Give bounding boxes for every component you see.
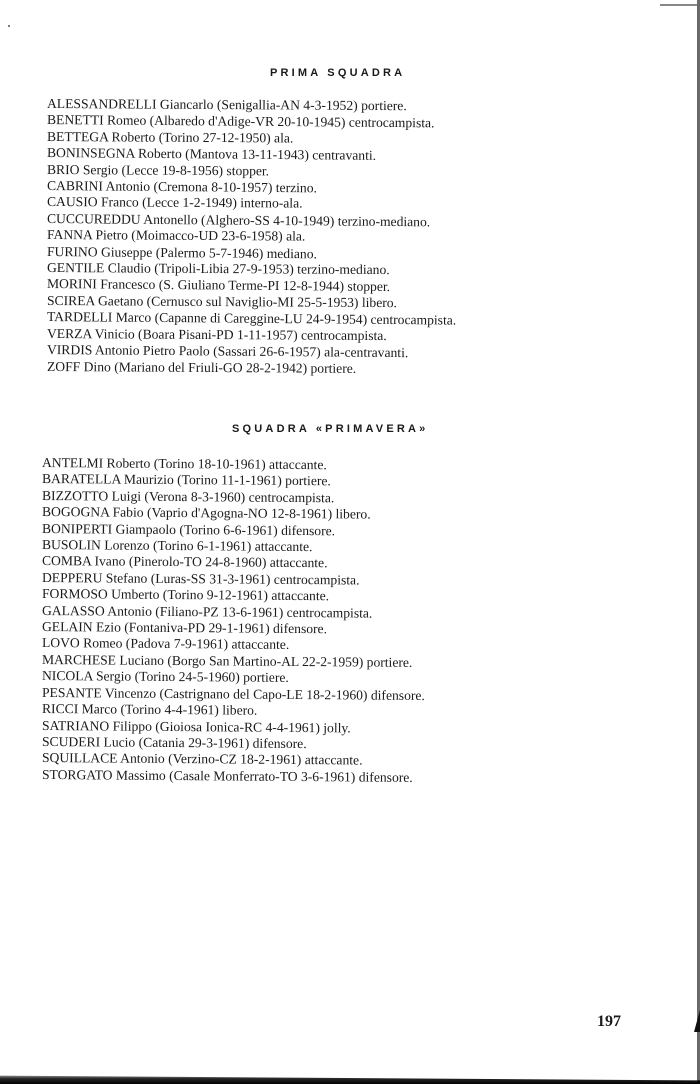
player-entry: GALASSO Antonio (Filiano-PZ 13-6-1961) centrocampista. (41, 602, 373, 621)
player-entry: SATRIANO Filippo (Gioiosa Ionica-RC 4-4-1961) jolly. (41, 717, 351, 735)
player-entry: PESANTE Vincenzo (Castrignano del Capo-LE 18-2-1960) difensore. (41, 684, 425, 703)
player-entry: ALESSANDRELLI Giancarlo (Senigallia-AN 4-3-1952) portiere. (46, 96, 407, 114)
player-entry: SCUDERI Lucio (Catania 29-3-1961) difensore. (41, 733, 307, 751)
player-entry: BOGOGNA Fabio (Vaprio d'Agogna-NO 12-8-1961) libero. (41, 504, 371, 522)
player-entry: BRIO Sergio (Lecce 19-8-1956) stopper. (46, 161, 270, 178)
player-entry: BONIPERTI Giampaolo (Torino 6-6-1961) difensore. (41, 520, 336, 538)
player-entry: CUCCUREDDU Antonello (Alghero-SS 4-10-1949) terzino-mediano. (46, 210, 431, 230)
player-entry: RICCI Marco (Torino 4-4-1961) libero. (41, 701, 258, 718)
scan-artifact-top-rule (660, 4, 700, 6)
player-entry: FORMOSO Umberto (Torino 9-12-1961) attaccante. (41, 586, 330, 604)
player-entry: LOVO Romeo (Padova 7-9-1961) attaccante. (41, 635, 290, 653)
roster-prima-squadra (47, 96, 456, 375)
player-entry: COMBA Ivano (Pinerolo-TO 24-8-1960) attaccante. (41, 553, 328, 571)
player-entry: DEPPERU Stefano (Luras-SS 31-3-1961) centrocampista. (41, 569, 360, 588)
player-entry: GENTILE Claudio (Tripoli-Libia 27-9-1953) terzino-mediano. (46, 260, 390, 278)
player-entry: VIRDIS Antonio Pietro Paolo (Sassari 26-6-1957) ala-centravanti. (46, 342, 409, 361)
player-entry: BIZZOTTO Luigi (Verona 8-3-1960) centrocampista. (41, 487, 335, 506)
player-entry: BETTEGA Roberto (Torino 27-12-1950) ala. (46, 128, 294, 146)
player-entry: CABRINI Antonio (Cremona 8-10-1957) terzino. (46, 178, 318, 196)
player-entry: FURINO Giuseppe (Palermo 5-7-1946) mediano. (46, 243, 317, 262)
player-entry: CAUSIO Franco (Lecce 1-2-1949) interno-ala. (46, 194, 303, 211)
section-title-squadra-primavera: SQUADRA «PRIMAVERA» (232, 423, 429, 435)
player-entry: BONINSEGNA Roberto (Mantova 13-11-1943) centravanti. (46, 145, 377, 164)
player-entry: SQUILLACE Antonio (Verzino-CZ 18-2-1961) attaccante. (41, 750, 363, 768)
player-entry: TARDELLI Marco (Capanne di Careggine-LU 24-9-1954) centrocampista. (46, 309, 457, 328)
player-entry: SCIREA Gaetano (Cernusco sul Naviglio-MI 25-5-1953) libero. (46, 292, 398, 311)
player-entry: MORINI Francesco (S. Giuliano Terme-PI 12-8-1944) stopper. (46, 276, 391, 295)
player-entry: BENETTI Romeo (Albaredo d'Adige-VR 20-10-1945) centrocampista. (46, 112, 435, 131)
player-entry: GELAIN Ezio (Fontaniva-PD 29-1-1961) difensore. (41, 619, 328, 637)
player-entry: FANNA Pietro (Moimacco-UD 23-6-1958) ala. (46, 227, 306, 244)
player-entry: VERZA Vinicio (Boara Pisani-PD 1-11-1957) centrocampista. (46, 325, 387, 343)
scan-artifact-dot (8, 25, 10, 27)
player-entry: BUSOLIN Lorenzo (Torino 6-1-1961) attaccante. (41, 537, 313, 555)
section-title-prima-squadra: PRIMA SQUADRA (270, 67, 406, 79)
player-entry: MARCHESE Luciano (Borgo San Martino-AL 22-2-1959) portiere. (41, 651, 413, 670)
roster-squadra-primavera (42, 455, 425, 783)
player-entry: BARATELLA Maurizio (Torino 11-1-1961) portiere. (41, 471, 331, 489)
player-entry: ZOFF Dino (Mariano del Friuli-GO 28-2-1942) portiere. (46, 358, 357, 376)
player-entry: NICOLA Sergio (Torino 24-5-1960) portiere. (41, 668, 289, 686)
scan-artifact-bottom-shadow (0, 1072, 700, 1084)
page-number: 197 (597, 1013, 621, 1030)
player-entry: ANTELMI Roberto (Torino 18-10-1961) attaccante. (41, 455, 327, 473)
player-entry: STORGATO Massimo (Casale Monferrato-TO 3-6-1961) difensore. (41, 766, 413, 785)
